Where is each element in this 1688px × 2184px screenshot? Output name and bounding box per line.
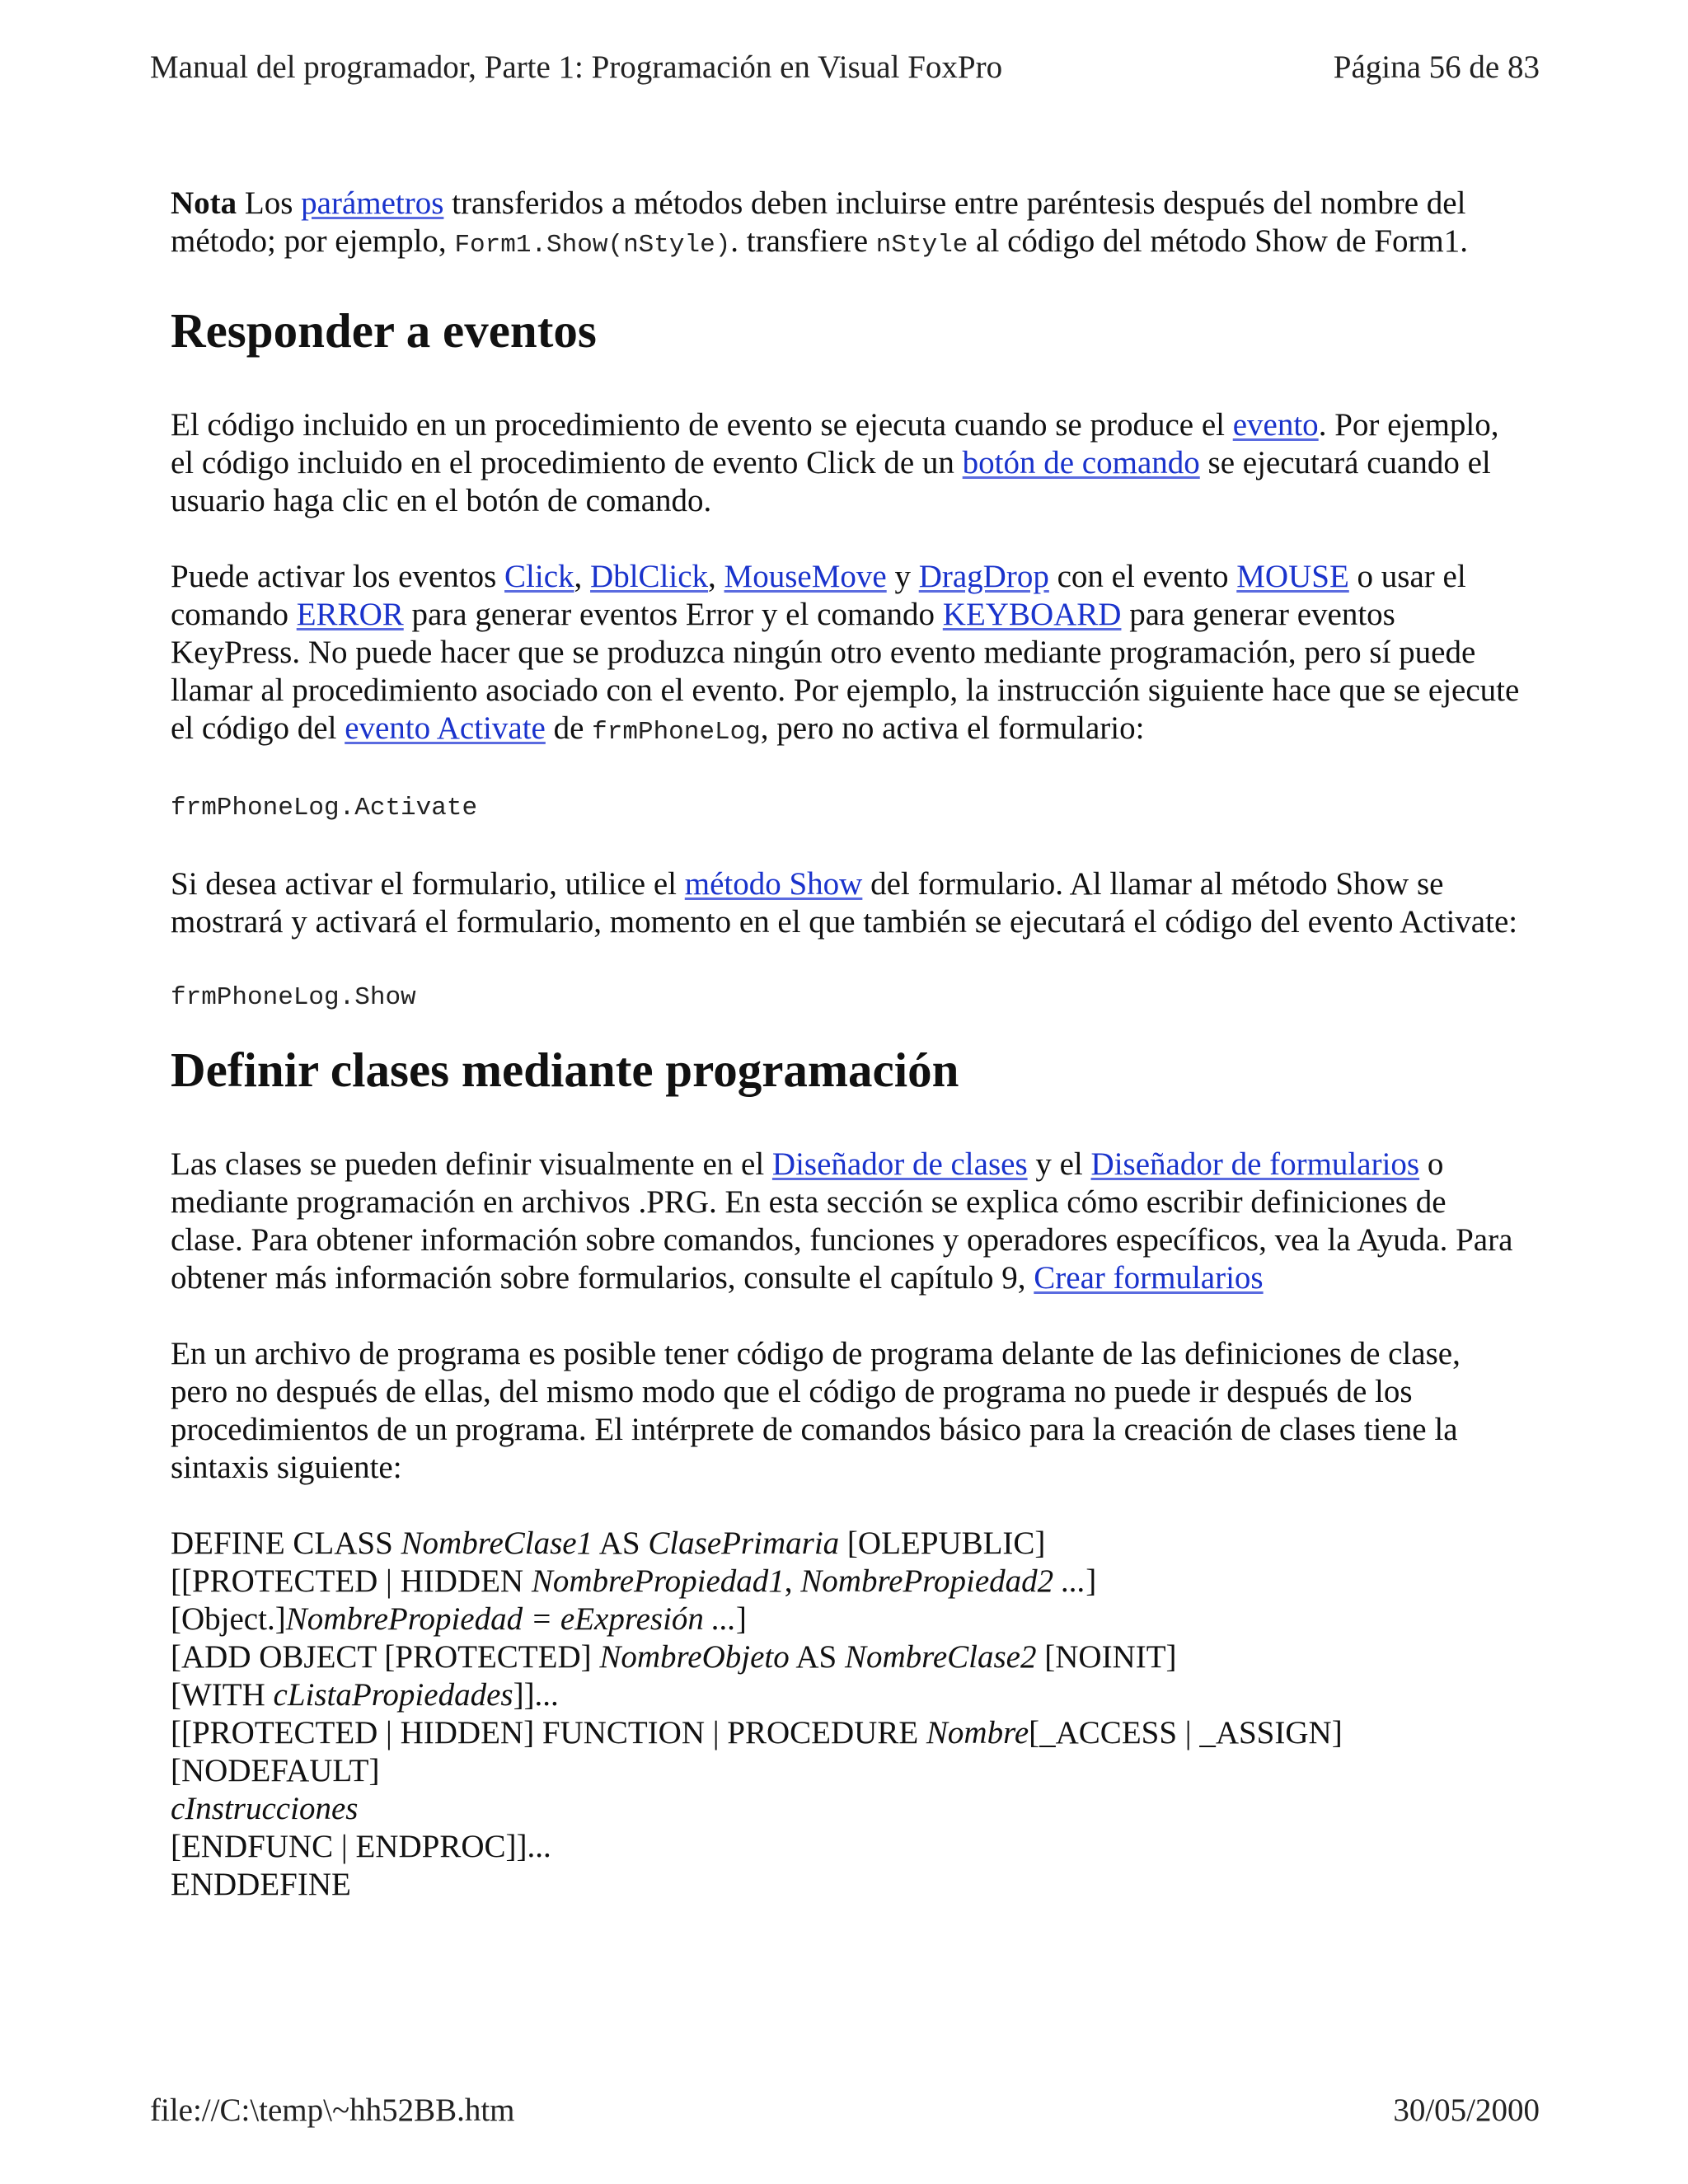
syntax-line (171, 1714, 1522, 1752)
syntax-line (171, 1676, 1522, 1714)
text: Si desea activar el formulario, utilice el (171, 866, 685, 902)
syntax-line (171, 1638, 1522, 1676)
syntax-line (171, 1563, 1522, 1601)
text: se ejecutará cuando el usuario haga clic en el botón de comando. (171, 445, 1491, 518)
text: NombrePropiedad = eExpresión ... (285, 1601, 736, 1637)
note-text: Los (237, 185, 302, 221)
paragraph (171, 865, 1522, 941)
syntax-line: ENDDEFINE (171, 1867, 351, 1902)
note-text: . transfiere (730, 223, 876, 259)
text: de (545, 710, 593, 746)
code-example-activate: frmPhoneLog.Activate (171, 794, 478, 823)
text: o mediante programación en archivos .PRG. En esta sección se explica cómo escribir definiciones de clase. Para obtener información sobre comandos, funciones y operadores específicos, vea la Ayuda. Para obtener más información sobre formularios, consulte el capítulo 9, (171, 1146, 1513, 1296)
section-heading-responder: Responder a eventos (171, 303, 597, 358)
link-metodo-show[interactable]: método Show (684, 866, 863, 902)
text: DEFINE CLASS (171, 1526, 401, 1561)
text: [Object.] (171, 1601, 286, 1637)
syntax-line: [ENDFUNC | ENDPROC]]... (171, 1829, 551, 1864)
text: del formulario. Al llamar al método Show se mostrará y activará el formulario, momento en el que también se ejecutará el código del evento Activate: (171, 866, 1518, 940)
link-keyboard[interactable]: KEYBOARD (942, 597, 1122, 632)
link-crear-formularios[interactable]: Crear formularios (1034, 1260, 1264, 1296)
text: NombrePropiedad1 (531, 1563, 785, 1599)
paragraph (171, 406, 1522, 520)
text: para generar eventos KeyPress. No puede hacer que se produzca ningún otro evento mediante programación, pero sí puede llamar al procedimiento asociado con el evento. Por ejemplo, la instrucción siguiente hace que se ejecute el código del (171, 597, 1520, 746)
text: con el evento (1048, 559, 1237, 594)
text: NombreObjeto (599, 1639, 790, 1675)
text: NombreClase1 (401, 1526, 593, 1561)
text: [ADD OBJECT [PROTECTED] (171, 1639, 600, 1675)
text: El código incluido en un procedimiento de evento se ejecuta cuando se produce el (171, 407, 1233, 443)
link-disenador-de-formularios[interactable]: Diseñador de formularios (1090, 1146, 1420, 1182)
text: para generar eventos Error y el comando (403, 597, 943, 632)
link-dblclick[interactable]: DblClick (590, 559, 709, 594)
text: cInstrucciones (171, 1791, 359, 1826)
page-footer (150, 2091, 1540, 2130)
text: [_ACCESS | _ASSIGN] (1029, 1715, 1343, 1750)
text: [NOINIT] (1036, 1639, 1177, 1675)
text: , (784, 1563, 801, 1599)
text: ClasePrimaria (648, 1526, 840, 1561)
text: [WITH (171, 1677, 274, 1713)
text: y el (1027, 1146, 1091, 1182)
link-boton-de-comando[interactable]: botón de comando (962, 445, 1200, 480)
link-evento-activate[interactable]: evento Activate (345, 710, 546, 746)
text: cListaPropiedades (273, 1677, 513, 1713)
text: [[PROTECTED | HIDDEN] FUNCTION | PROCEDURE (171, 1715, 926, 1750)
note-paragraph (171, 185, 1522, 265)
inline-code: frmPhoneLog (592, 718, 761, 747)
link-parametros[interactable]: parámetros (301, 185, 444, 221)
footer-file-path: file://C:\temp\~hh52BB.htm (150, 2093, 515, 2128)
text: ]]... (513, 1677, 559, 1713)
header-title: Manual del programador, Parte 1: Programación en Visual FoxPro (150, 49, 1003, 85)
text: NombrePropiedad2 ... (800, 1563, 1086, 1599)
link-click[interactable]: Click (504, 559, 574, 594)
syntax-line: [NODEFAULT] (171, 1753, 380, 1788)
text: o usar el comando (171, 559, 1466, 632)
text: . Por ejemplo, el código incluido en el procedimiento de evento Click de un (171, 407, 1499, 480)
text: ] (1085, 1563, 1097, 1599)
document-body (171, 185, 1522, 1904)
syntax-line (171, 1790, 1522, 1828)
text: ] (735, 1601, 747, 1637)
note-code: nStyle (875, 231, 968, 260)
syntax-line (171, 1601, 1522, 1638)
page-header (150, 48, 1540, 87)
note-code: Form1.Show(nStyle) (454, 231, 731, 260)
text: AS (789, 1639, 845, 1675)
text: AS (593, 1526, 649, 1561)
note-text: al código del método Show de Form1. (968, 223, 1469, 259)
note-text: transferidos a métodos deben incluirse entre paréntesis después del nombre del método; por ejemplo, (171, 185, 1466, 259)
text: [[PROTECTED | HIDDEN (171, 1563, 532, 1599)
link-evento[interactable]: evento (1232, 407, 1319, 443)
link-mousemove[interactable]: MouseMove (724, 559, 887, 594)
code-example-show: frmPhoneLog.Show (171, 983, 416, 1012)
syntax-line (171, 1525, 1522, 1563)
section-heading-definir-clases: Definir clases mediante programación (171, 1043, 959, 1097)
syntax-block (171, 1525, 1522, 1904)
text: , pero no activa el formulario: (760, 710, 1145, 746)
link-error[interactable]: ERROR (296, 597, 404, 632)
paragraph: En un archivo de programa es posible tener código de programa delante de las definiciones de clase, pero no después de ellas, del mismo modo que el código de programa no puede ir después de los procedimientos de un programa. El intérprete de comandos básico para la creación de clases tiene la sintaxis siguiente: (171, 1336, 1461, 1485)
text: , (708, 559, 724, 594)
text: Puede activar los eventos (171, 559, 505, 594)
text: , (574, 559, 591, 594)
text: [OLEPUBLIC] (839, 1526, 1046, 1561)
text: Nombre (926, 1715, 1029, 1750)
paragraph (171, 1146, 1522, 1297)
link-dragdrop[interactable]: DragDrop (918, 559, 1049, 594)
note-label: Nota (171, 185, 237, 221)
text: Las clases se pueden definir visualmente en el (171, 1146, 772, 1182)
text: y (886, 559, 919, 594)
header-page-number: Página 56 de 83 (1333, 49, 1540, 85)
text: NombreClase2 (844, 1639, 1037, 1675)
link-mouse[interactable]: MOUSE (1236, 559, 1349, 594)
paragraph (171, 558, 1522, 752)
footer-date: 30/05/2000 (1393, 2093, 1540, 2128)
link-disenador-de-clases[interactable]: Diseñador de clases (771, 1146, 1028, 1182)
